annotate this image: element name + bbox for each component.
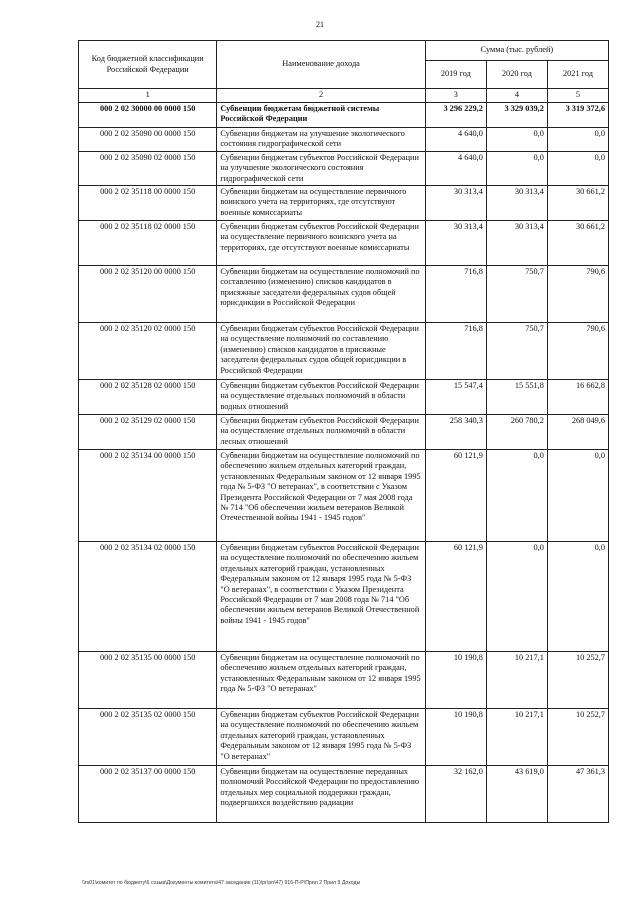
header-sum: Сумма (тыс. рублей) (425, 41, 608, 61)
code-cell: 000 2 02 35120 02 0000 150 (79, 323, 217, 380)
value-2019-cell: 30 313,4 (425, 186, 486, 221)
value-2019-cell: 32 162,0 (425, 766, 486, 823)
value-2020-cell: 10 217,1 (486, 709, 547, 766)
value-2021-cell: 47 361,3 (547, 766, 608, 823)
table-row (79, 186, 609, 221)
name-cell: Субвенции бюджетам субъектов Российской Федерации на осуществление полномочий по составлению (изменению) списков кандидатов в присяжные заседатели федеральных судов общей юрисдикции в Российской Федерации (217, 323, 426, 380)
value-2020-cell: 3 329 039,2 (486, 103, 547, 128)
header-year-2019: 2019 год (425, 61, 486, 89)
table-row (79, 709, 609, 766)
value-2021-cell: 0,0 (547, 450, 608, 542)
value-2019-cell: 15 547,4 (425, 380, 486, 415)
value-2021-cell: 16 662,8 (547, 380, 608, 415)
value-2021-cell: 3 319 372,6 (547, 103, 608, 128)
code-cell: 000 2 02 35129 02 0000 150 (79, 415, 217, 450)
table-row (79, 221, 609, 266)
value-2019-cell: 60 121,9 (425, 542, 486, 652)
code-cell: 000 2 02 35134 02 0000 150 (79, 542, 217, 652)
value-2020-cell: 43 619,0 (486, 766, 547, 823)
code-cell: 000 2 02 35134 00 0000 150 (79, 450, 217, 542)
value-2019-cell: 258 340,3 (425, 415, 486, 450)
file-path-footer: \\rs01\комитет по бюджету\6 созыв\Документы комитета\47 заседание (11)\pr\pn\47) 916-П-Р\Прил 2 Прил 9 Доходы (82, 880, 361, 886)
table-row (79, 450, 609, 542)
header-name: Наименование дохода (217, 41, 426, 89)
name-cell: Субвенции бюджетам субъектов Российской Федерации на осуществление отдельных полномочий в области лесных отношений (217, 415, 426, 450)
value-2020-cell: 0,0 (486, 450, 547, 542)
code-cell: 000 2 02 35128 02 0000 150 (79, 380, 217, 415)
value-2020-cell: 0,0 (486, 152, 547, 186)
value-2019-cell: 60 121,9 (425, 450, 486, 542)
value-2020-cell: 0,0 (486, 128, 547, 152)
value-2021-cell: 268 049,6 (547, 415, 608, 450)
value-2021-cell: 30 661,2 (547, 186, 608, 221)
table-row (79, 323, 609, 380)
name-cell: Субвенции бюджетам бюджетной системы Российской Федерации (217, 103, 426, 128)
name-cell: Субвенции бюджетам субъектов Российской Федерации на осуществление полномочий по обеспечению жильем отдельных категорий граждан, установленных Федеральным законом от 12 января 1995 года № 5-ФЗ "О ветеранах", в соответствии с Указом Президента Российской Федерации от 7 мая 2008 года № 714 "Об обеспечении жильем ветеранов Великой Отечественной войны 1941 - 1945 годов" (217, 542, 426, 652)
code-cell: 000 2 02 30000 00 0000 150 (79, 103, 217, 128)
code-cell: 000 2 02 35090 00 0000 150 (79, 128, 217, 152)
name-cell: Субвенции бюджетам субъектов Российской Федерации на осуществление полномочий по обеспечению жильем отдельных категорий граждан, установленных Федеральным законом от 12 января 1995 года № 5-ФЗ "О ветеранах" (217, 709, 426, 766)
column-index: 5 (547, 89, 608, 103)
budget-revenue-table (78, 40, 609, 823)
value-2020-cell: 750,7 (486, 323, 547, 380)
code-cell: 000 2 02 35118 00 0000 150 (79, 186, 217, 221)
name-cell: Субвенции бюджетам субъектов Российской Федерации на осуществление отдельных полномочий в области водных отношений (217, 380, 426, 415)
name-cell: Субвенции бюджетам на осуществление полномочий по обеспечению жильем отдельных категорий граждан, установленных Федеральным законом от 12 января 1995 года № 5-ФЗ "О ветеранах", в соответствии с Указом Президента Российской Федерации от 7 мая 2008 года № 714 "Об обеспечении жильем ветеранов Великой Отечественной войны 1941 - 1945 годов" (217, 450, 426, 542)
name-cell: Субвенции бюджетам на осуществление переданных полномочий Российской Федерации по предоставлению отдельных мер социальной поддержки граждан, подвергшихся воздействию радиации (217, 766, 426, 823)
page-number: 21 (316, 20, 324, 29)
value-2021-cell: 0,0 (547, 542, 608, 652)
value-2021-cell: 10 252,7 (547, 652, 608, 709)
value-2021-cell: 10 252,7 (547, 709, 608, 766)
code-cell: 000 2 02 35137 00 0000 150 (79, 766, 217, 823)
name-cell: Субвенции бюджетам на осуществление полномочий по обеспечению жильем отдельных категорий граждан, установленных Федеральным законом от 12 января 1995 года № 5-ФЗ "О ветеранах" (217, 652, 426, 709)
code-cell: 000 2 02 35120 00 0000 150 (79, 266, 217, 323)
value-2019-cell: 716,8 (425, 266, 486, 323)
code-cell: 000 2 02 35118 02 0000 150 (79, 221, 217, 266)
header-year-2020: 2020 год (486, 61, 547, 89)
value-2020-cell: 0,0 (486, 542, 547, 652)
value-2020-cell: 10 217,1 (486, 652, 547, 709)
table-row (79, 380, 609, 415)
value-2020-cell: 30 313,4 (486, 186, 547, 221)
name-cell: Субвенции бюджетам субъектов Российской Федерации на осуществление первичного воинского учета на территориях, где отсутствуют военные комиссариаты (217, 221, 426, 266)
name-cell: Субвенции бюджетам на улучшение экологического состояния гидрографической сети (217, 128, 426, 152)
name-cell: Субвенции бюджетам на осуществление первичного воинского учета на территориях, где отсутствуют военные комиссариаты (217, 186, 426, 221)
column-index: 2 (217, 89, 426, 103)
value-2019-cell: 4 640,0 (425, 128, 486, 152)
header-code: Код бюджетной классификации Российской Федерации (79, 41, 217, 89)
value-2021-cell: 790,6 (547, 266, 608, 323)
value-2019-cell: 10 190,8 (425, 709, 486, 766)
table-row (79, 103, 609, 128)
column-index: 4 (486, 89, 547, 103)
value-2021-cell: 0,0 (547, 128, 608, 152)
value-2020-cell: 30 313,4 (486, 221, 547, 266)
value-2020-cell: 15 551,8 (486, 380, 547, 415)
table-row (79, 542, 609, 652)
table-row (79, 652, 609, 709)
table-row (79, 766, 609, 823)
table-row (79, 128, 609, 152)
value-2021-cell: 30 661,2 (547, 221, 608, 266)
column-index: 3 (425, 89, 486, 103)
value-2020-cell: 260 780,2 (486, 415, 547, 450)
value-2019-cell: 716,8 (425, 323, 486, 380)
value-2019-cell: 30 313,4 (425, 221, 486, 266)
header-year-2021: 2021 год (547, 61, 608, 89)
code-cell: 000 2 02 35135 00 0000 150 (79, 652, 217, 709)
column-index: 1 (79, 89, 217, 103)
table-row (79, 152, 609, 186)
value-2020-cell: 750,7 (486, 266, 547, 323)
name-cell: Субвенции бюджетам субъектов Российской Федерации на улучшение экологического состояния гидрографической сети (217, 152, 426, 186)
table-row (79, 266, 609, 323)
value-2019-cell: 3 296 229,2 (425, 103, 486, 128)
code-cell: 000 2 02 35090 02 0000 150 (79, 152, 217, 186)
value-2019-cell: 4 640,0 (425, 152, 486, 186)
value-2019-cell: 10 190,8 (425, 652, 486, 709)
name-cell: Субвенции бюджетам на осуществление полномочий по составлению (изменению) списков кандидатов в присяжные заседатели федеральных судов общей юрисдикции в Российской Федерации (217, 266, 426, 323)
code-cell: 000 2 02 35135 02 0000 150 (79, 709, 217, 766)
value-2021-cell: 790,6 (547, 323, 608, 380)
value-2021-cell: 0,0 (547, 152, 608, 186)
table-row (79, 415, 609, 450)
